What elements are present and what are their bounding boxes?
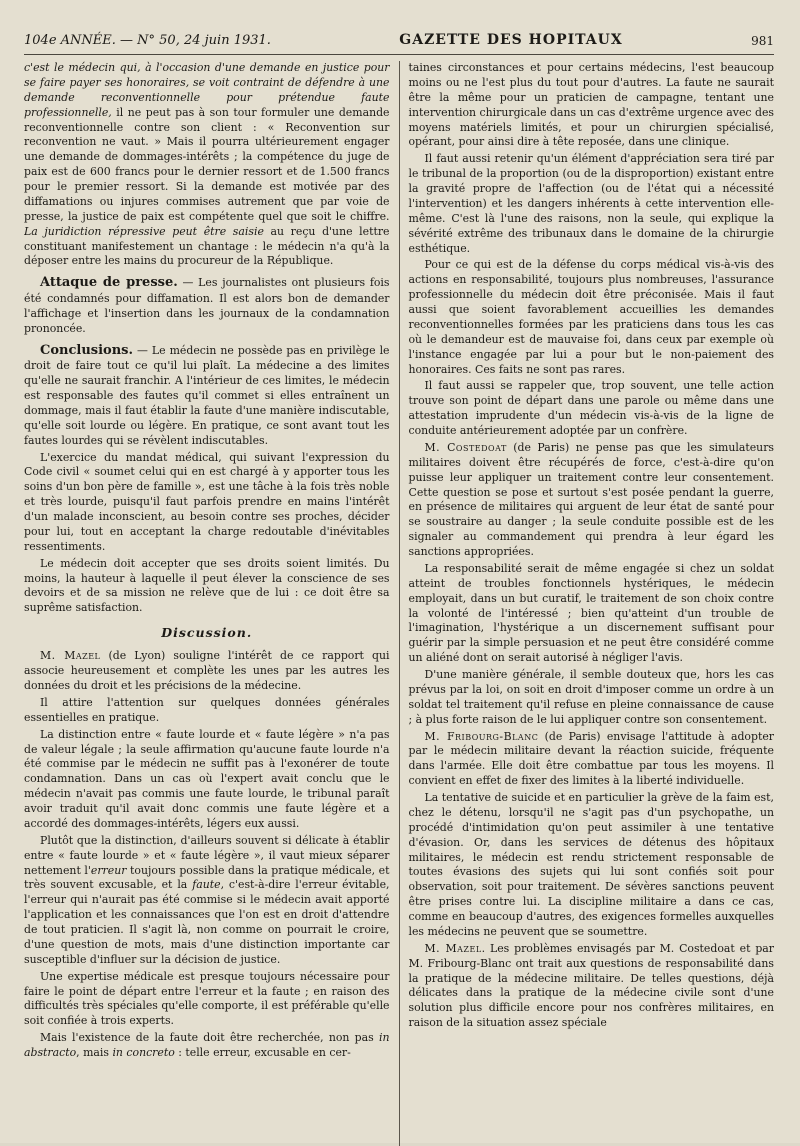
text: : telle erreur, excusable en cer- <box>174 1046 351 1060</box>
text: , mais <box>76 1046 113 1060</box>
right-column <box>400 61 775 1146</box>
paragraph <box>24 61 390 269</box>
discussion-heading: Discussion. <box>161 625 253 641</box>
issue-info: 104e ANNÉE. — N° 50, 24 juin 1931. <box>24 33 271 48</box>
paragraph <box>24 274 390 336</box>
text: il ne peut pas à son tour formuler une demande reconventionnelle contre son client : « Reconvention sur reconvention ne vaut. » Mais il pourra ultérieurement engager une demande de dommages-intérêts ; la compétence du juge de paix est de 600 francs pour le dernier ressort et de 1.500 francs pour le premier ressort. Si la demande est motivée par des diffamations ou injures commises autrement que par voie de presse, la justice de paix est compétente quel que soit le chiffre. <box>24 105 390 223</box>
paragraph <box>24 834 390 968</box>
text: au reçu d'une lettre constituant manifestement un chantage : le médecin n'a qu'à la déposer entre les mains du procureur de la République. <box>24 224 390 268</box>
page-header <box>24 10 774 55</box>
paragraph: Il attire l'attention sur quelques données générales essentielles en pratique. <box>24 695 390 724</box>
italic-text: faute <box>192 878 221 892</box>
text: (de Paris) ne pense pas que les simulateurs militaires doivent être récupérés de force, c'est-à-dire qu'on puisse leur appliquer un traitement contre leur consentement. Cette question se pose et surtout s'est posée pendant la guerre, en présence de militaires qui arguent de leur état de santé pour se soustraire au danger ; la seule conduite possible est de les signaler au commandement qui prendra à leur égard les sanctions appropriées. <box>408 440 774 558</box>
text: toujours possible dans la pratique médicale, et très souvent excusable, et la <box>24 863 390 892</box>
italic-text: c'est le médecin qui, à l'occasion d'une demande en justice pour se faire payer ses honoraires, se voit contraint de défendre à une demande reconventionnelle pour prétendue faute professionnelle, <box>24 61 390 119</box>
paragraph: La tentative de suicide et en particulier la grève de la faim est, chez le détenu, lorsqu'il ne s'agit pas d'un psychopathe, un procédé d'intimidation qu'on peut assimiler à une tentative d'évasion. Or, dans les services de détenus des hôpitaux militaires, le médecin est rendu strictement responsable de toutes évasions des sujets qui lui sont confiés soit pour observation, soit pour traitement. De sévères sanctions peuvent être prises contre lui. La discipline militaire a dans ce cas, comme en beaucoup d'autres, des exigences formelles auxquelles les médecins ne peuvent que se soumettre. <box>408 791 774 938</box>
speaker-name: M. Mazel <box>424 941 482 955</box>
paragraph: L'exercice du mandat médical, qui suivant l'expression du Code civil « soumet celui qui en est chargé à y apporter tous les soins d'un bon père de famille », est une tâche à la fois très noble et très lourde, puisqu'il faut parfois prendre en mains l'intérêt d'un malade inconscient, au besoin contre ses proches, décider pour lui, tout en acceptant la charge redoutable d'inévitables ressentiments. <box>24 450 390 553</box>
publication-title: GAZETTE DES HOPITAUX <box>399 32 623 48</box>
paragraph: Il faut aussi retenir qu'un élément d'appréciation sera tiré par le tribunal de la proportion (ou de la disproportion) existant entre la gravité propre de l'affection (ou de l'état qui a nécessité l'intervention) et les dangers inhérents à cette intervention elle-même. C'est là l'une des raisons, non la seule, qui explique la sévérité extrême des tribunaux dans le domaine de la chirurgie esthétique. <box>408 152 774 255</box>
paragraph: Il faut aussi se rappeler que, trop souvent, une telle action trouve son point de départ dans une parole ou même dans une attestation imprudente d'un médecin vis-à-vis de la ligne de conduite antérieurement adoptée par un confrère. <box>408 379 774 437</box>
italic-text: in concreto <box>112 1046 175 1060</box>
text: . Les problèmes envisagés par M. Costedoat et par M. Fribourg-Blanc ont trait aux questions de responsabilité dans la pratique de la médecine militaire. De telles questions, déjà délicates dans la pratique de la médecine civile sont d'une solution plus difficile encore pour nos confrères militaires, en raison de la situation assez spéciale <box>408 941 774 1030</box>
section-heading: Attaque de presse. <box>40 275 178 291</box>
paragraph: La responsabilité serait de même engagée si chez un soldat atteint de troubles fonctionnels hystériques, le médecin employait, dans un but curatif, le traitement de son choix contre la volonté de l'intéressé ; bien qu'atteint d'un trouble de l'imagination, l'hystérique a un discernement suffisant pour guérir par la simple persuasion et ne peut être considéré comme un aliéné dont on serait autorisé à négliger l'avis. <box>408 561 774 665</box>
text: — Les journalistes ont plusieurs fois été condamnés pour diffamation. Il est alors bon de demander l'affichage et l'insertion dans les journaux de la condamnation prononcée. <box>24 276 390 335</box>
paragraph: Une expertise médicale est presque toujours nécessaire pour faire le point de départ entre l'erreur et la faute ; en raison des difficultés très spéciales qu'elle comporte, il est préférable qu'elle soit confiée à trois experts. <box>24 969 390 1028</box>
paragraph: D'une manière générale, il semble douteux que, hors les cas prévus par la loi, on soit en droit d'imposer comme un ordre à un soldat tel traitement qu'il refuse en pleine connaissance de cause ; à plus forte raison de le lui appliquer contre son consentement. <box>408 668 774 726</box>
italic-text: La juridiction répressive peut être saisie <box>24 224 264 238</box>
paragraph <box>24 1031 390 1061</box>
text: (de Lyon) souligne l'intérêt de ce rapport qui associe heureusement et complète les unes par les autres les données du droit et les précisions de la médecine. <box>24 649 390 693</box>
text: Mais l'existence de la faute doit être recherchée, non pas <box>40 1031 379 1045</box>
text: (de Paris) envisage l'attitude à adopter par le médecin militaire devant la réaction suicide, fréquente dans l'armée. Elle doit être combattue par tous les moyens. Il convient en effet de fixer des limites à la liberté individuelle. <box>408 729 774 788</box>
paragraph: La distinction entre « faute lourde et « faute légère » n'a pas de valeur légale ; la seule affirmation qu'aucune faute lourde n'a été commise par le médecin ne suffit pas à l'exonérer de toute condamnation. Dans un cas où l'expert avait conclu que le médecin n'avait pas commis une faute lourde, le tribunal paraît avoir traduit qu'il avait donc commis une faute légère et a accordé des dommages-intérêts, légers eux aussi. <box>24 727 390 830</box>
paragraph: Le médecin doit accepter que ses droits soient limités. Du moins, la hauteur à laquelle il peut élever la conscience de ses devoirs et de sa mission ne relève que de lui : ce doit être sa suprême satisfaction. <box>24 556 390 615</box>
speaker-name: M. Fribourg-Blanc <box>424 729 539 743</box>
paragraph <box>24 649 390 694</box>
paragraph <box>409 942 775 1031</box>
speaker-name: M. Costedoat <box>424 440 507 454</box>
text: — Le médecin ne possède pas en privilège le droit de faire tout ce qu'il lui plaît. La médecine a des limites qu'elle ne saurait franchir. A l'intérieur de ces limites, le médecin est responsable des fautes qu'il commet si elles entraînent un dommage, mais il faut établir la faute d'une manière indiscutable, qu'elle soit lourde ou légère. En pratique, ce sont avant tout les fautes lourdes qui se révèlent indiscutables. <box>24 343 390 447</box>
page-number: 981 <box>751 34 774 48</box>
paragraph <box>409 441 775 560</box>
italic-text: erreur <box>90 863 127 877</box>
paragraph: Pour ce qui est de la défense du corps médical vis-à-vis des actions en responsabilité, toujours plus nombreuses, l'assurance professionnelle du médecin doit être préconisée. Mais il faut aussi que soient favorablement accueillies les demandes reconventionnelles formées par les praticiens dans tous les cas où le demandeur est de mauvaise foi, dans ceux par exemple où l'instance engagée par lui a pour but le non-paiement des honoraires. Ces faits ne sont pas rares. <box>408 258 774 376</box>
paragraph <box>409 730 775 790</box>
italic-text: in abstracto <box>24 1031 390 1060</box>
paragraph <box>24 342 390 449</box>
speaker-name: M. Mazel <box>40 649 101 663</box>
text: Plutôt que la distinction, d'ailleurs souvent si délicate à établir entre « faute lourde » et « faute légère », il vaut mieux séparer nettement l' <box>24 833 390 877</box>
text-columns <box>24 61 774 1146</box>
text: , c'est-à-dire l'erreur évitable, l'erreur qui n'aurait pas été commise si le médecin avait apporté l'application et les connaissances que l'on est en droit d'attendre de tout praticien. Il s'agit là, non comme on pourrait le croire, d'une question de mots, mais d'une distinction importante car susceptible d'influer sur la décision de justice. <box>24 878 390 966</box>
paragraph: taines circonstances et pour certains médecins, l'est beaucoup moins ou ne l'est plus du tout pour d'autres. La faute ne saurait être la même pour un praticien de campagne, tentant une intervention chirurgicale dans un cas d'extrême urgence avec des moyens matériels limités, et pour un chirurgien spécialisé, opérant, pour ainsi dire à tête reposée, dans une clinique. <box>408 61 774 149</box>
left-column <box>24 61 399 1146</box>
section-heading: Conclusions. <box>40 342 133 358</box>
